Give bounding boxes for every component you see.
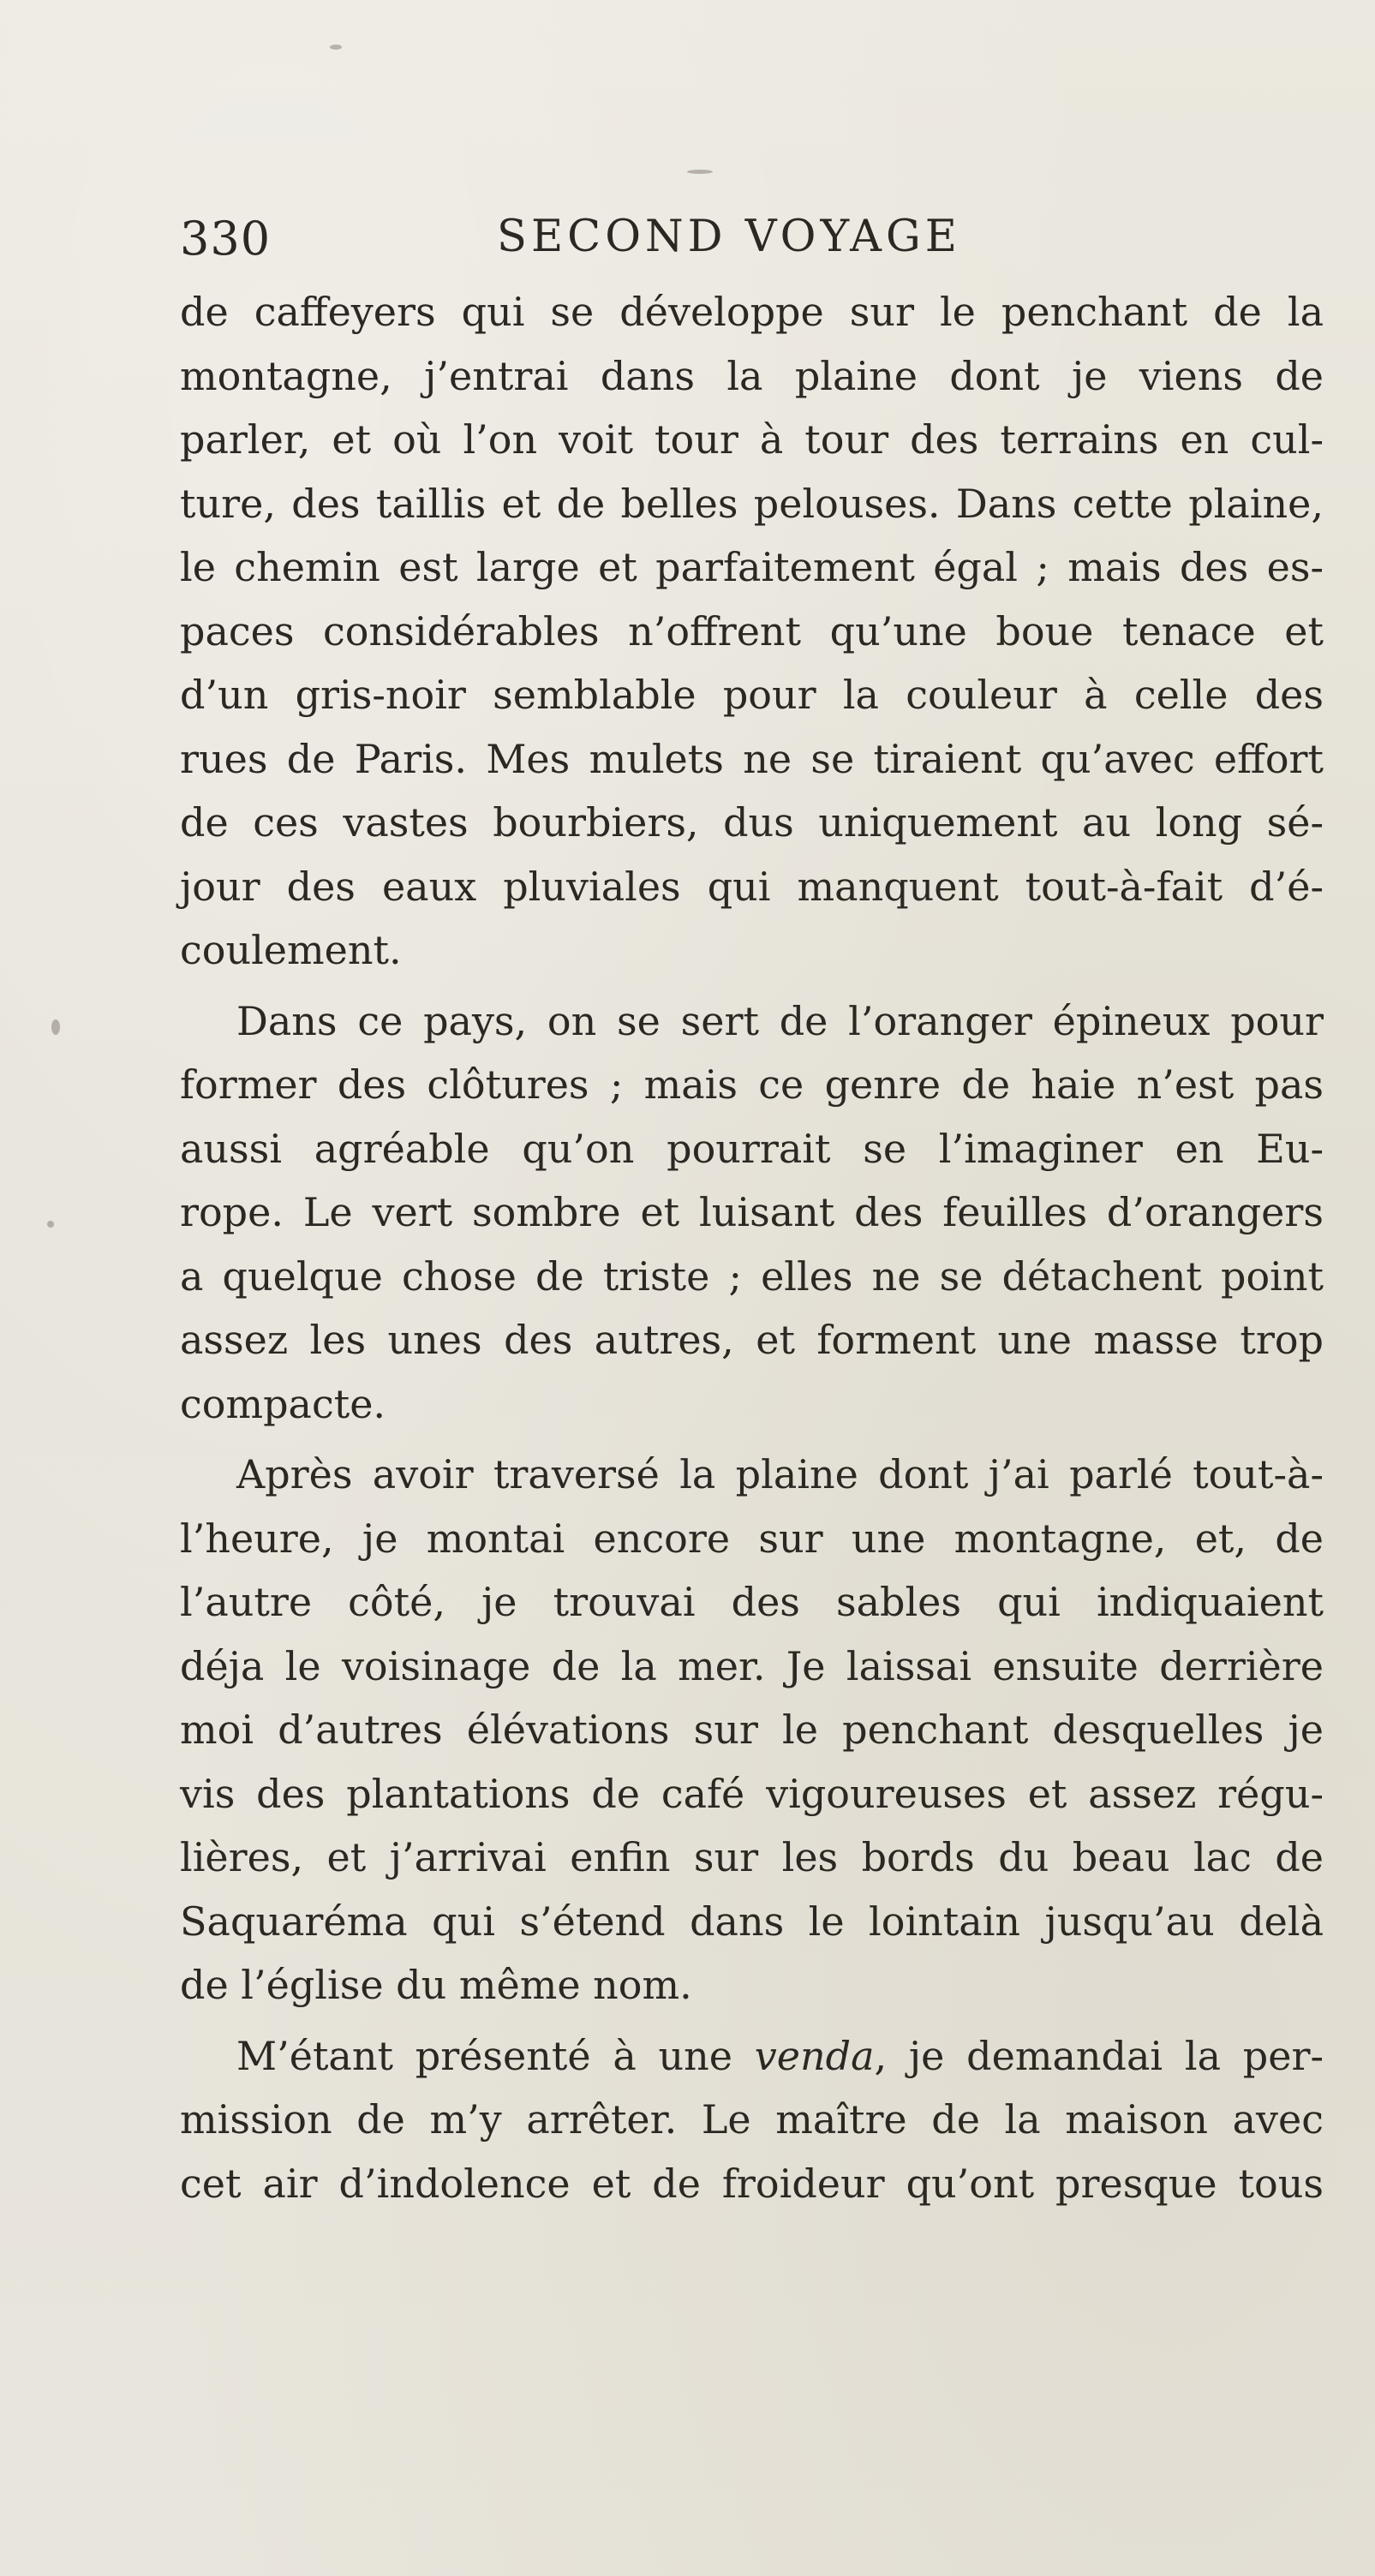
- text-line: Après avoir traversé la plaine dont j’ai parlé tout-à-: [236, 1451, 1324, 1497]
- text-line: rues de Paris. Mes mulets ne se tiraient qu’avec effort: [180, 735, 1324, 782]
- paragraph: [180, 2024, 1324, 2216]
- text-line: Saquaréma qui s’étend dans le lointain jusqu’au delà: [180, 1898, 1324, 1945]
- running-header: [180, 212, 1037, 272]
- text-line: parler, et où l’on voit tour à tour des terrains en cul-: [180, 416, 1324, 463]
- text-line: Dans ce pays, on se sert de l’oranger épineux pour: [236, 997, 1324, 1044]
- text-run: M’étant présenté à une: [236, 2032, 755, 2079]
- text-line: moi d’autres élévations sur le penchant desquelles je: [180, 1706, 1324, 1753]
- text-line: cet air d’indolence et de froideur qu’ont presque tous: [180, 2160, 1324, 2207]
- body-text: [180, 280, 1324, 2215]
- paper-speck: [51, 1019, 60, 1035]
- text-line: déja le voisinage de la mer. Je laissai ensuite derrière: [180, 1642, 1324, 1689]
- text-line: le chemin est large et parfaitement égal ; mais des es-: [180, 544, 1324, 590]
- text-line: a quelque chose de triste ; elles ne se détachent point: [180, 1252, 1324, 1300]
- text-line: former des clôtures ; mais ce genre de haie n’est pas: [180, 1061, 1324, 1108]
- text-line: ture, des taillis et de belles pelouses. Dans cette plaine,: [180, 480, 1324, 527]
- paper-speck: [687, 170, 713, 174]
- text-line: l’heure, je montai encore sur une montagne, et, de: [180, 1515, 1324, 1562]
- text-line: de caffeyers qui se développe sur le penchant de la: [180, 289, 1324, 335]
- text-line: assez les unes des autres, et forment une masse trop: [180, 1317, 1324, 1363]
- paragraph: [180, 280, 1324, 983]
- text-line: compacte.: [180, 1380, 386, 1427]
- text-line: paces considérables n’offrent qu’une boue tenace et: [180, 607, 1324, 654]
- paper-speck: [330, 45, 342, 50]
- text-line: l’autre côté, je trouvai des sables qui indiquaient: [180, 1579, 1324, 1625]
- text-line: rope. Le vert sombre et luisant des feuilles d’orangers: [180, 1189, 1324, 1235]
- text-line: de ces vastes bourbiers, dus uniquement au long sé-: [180, 799, 1324, 846]
- italic-word: venda: [754, 2032, 875, 2079]
- text-line: lières, et j’arrivai enfin sur les bords du beau lac de: [180, 1834, 1324, 1880]
- text-line: montagne, j’entrai dans la plaine dont je viens de: [180, 352, 1324, 399]
- text-line: de l’église du même nom.: [180, 1962, 692, 2008]
- paragraph: [180, 989, 1324, 1437]
- text-line: d’un gris-noir semblable pour la couleur à celle des: [180, 672, 1324, 718]
- page-number: 330: [180, 212, 272, 266]
- text-line: [180, 2024, 1324, 2089]
- text-line: jour des eaux pluviales qui manquent tout-à-fait d’é-: [180, 863, 1324, 910]
- text-line: mission de m’y arrêter. Le maître de la maison avec: [180, 2096, 1324, 2143]
- text-line: aussi agréable qu’on pourrait se l’imaginer en Eu-: [180, 1125, 1324, 1172]
- text-run: , je demandai la per-: [874, 2032, 1324, 2079]
- text-line: coulement.: [180, 927, 402, 973]
- paper-speck: [47, 1221, 54, 1228]
- paragraph: [180, 1443, 1324, 2017]
- running-title: SECOND VOYAGE: [497, 212, 961, 262]
- text-line: vis des plantations de café vigoureuses et assez régu-: [180, 1770, 1324, 1817]
